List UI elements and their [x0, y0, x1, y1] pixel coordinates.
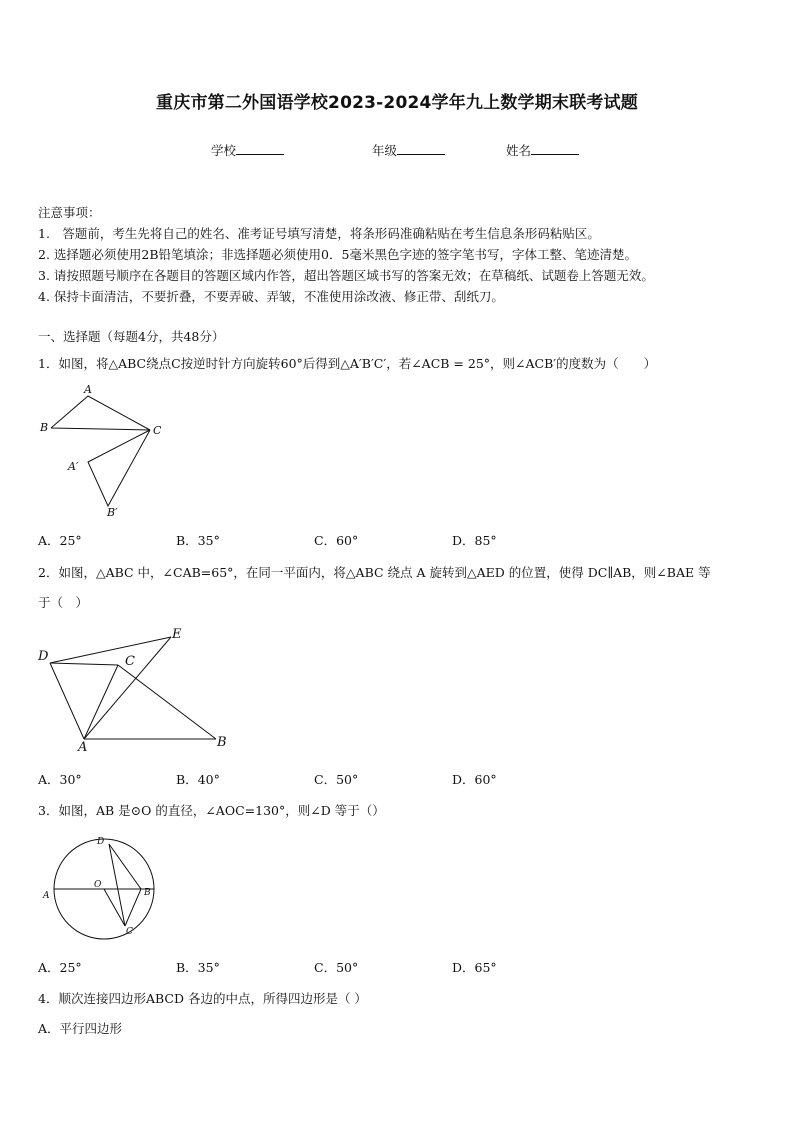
fig-label: E [172, 627, 182, 642]
fig-label: A [78, 740, 88, 754]
fig-label: A [84, 383, 92, 396]
triangle-a1b1c [88, 430, 150, 506]
triangle-abc [51, 396, 150, 430]
option-b: B．35° [176, 533, 220, 548]
option-d: D．60° [452, 772, 497, 787]
school-field [211, 141, 284, 159]
fig-label: A′ [68, 460, 79, 473]
option-b: B．35° [176, 960, 220, 975]
option-a: A．25° [38, 533, 82, 548]
fig-label: C [125, 654, 135, 669]
question-1-stem: 1．如图，将△ABC绕点C按逆时针方向旋转60°后得到△A′B′C′，若∠ACB = 25°，则∠ACB′的度数为（ ） [38, 356, 657, 371]
notes-heading: 注意事项： [38, 205, 101, 220]
option-a: A．平行四边形 [38, 1021, 123, 1036]
option-b: B．40° [176, 772, 220, 787]
fig-label: C [126, 927, 133, 937]
fig-label: O [94, 880, 102, 890]
school-blank [236, 142, 284, 155]
fig-label: D [38, 649, 49, 664]
fig-label: D [97, 837, 105, 847]
name-field [506, 141, 579, 159]
question-3-stem: 3．如图，AB 是⊙O 的直径，∠AOC=130°，则∠D 等于（） [38, 803, 385, 818]
option-c: C．50° [314, 960, 359, 975]
grade-field [372, 141, 445, 159]
name-label: 姓名 [506, 143, 532, 158]
grade-label: 年级 [372, 143, 398, 158]
section-heading: 一、选择题（每题4分，共48分） [38, 329, 225, 344]
note-item: 4. 保持卡面清洁，不要折叠，不要弄破、弄皱，不准使用涂改液、修正带、刮纸刀。 [38, 289, 504, 304]
option-c: C．50° [314, 772, 359, 787]
question-2-stem-line2: 于（ ） [38, 595, 89, 610]
fig-label: B [144, 888, 151, 898]
option-d: D．85° [452, 533, 497, 548]
fig-label: B [40, 421, 49, 434]
question-3-figure [36, 834, 156, 940]
fig-label: A [43, 891, 50, 901]
question-2-stem-line1: 2．如图，△ABC 中，∠CAB=65°，在同一平面内，将△ABC 绕点 A 旋转到△AED 的位置，使得 DC∥AB，则∠BAE 等 [38, 565, 711, 580]
school-label: 学校 [211, 143, 237, 158]
name-blank [531, 142, 579, 155]
fig-label: B′ [107, 506, 118, 519]
note-item: 3. 请按照题号顺序在各题目的答题区域内作答，超出答题区域书写的答案无效；在草稿纸、试题卷上答题无效。 [38, 268, 654, 283]
note-item: 2. 选择题必须使用2B铅笔填涂；非选择题必须使用0．5毫米黑色字迹的签字笔书写，字体工整、笔迹清楚。 [38, 247, 637, 262]
grade-blank [397, 142, 445, 155]
option-a: A．30° [38, 772, 82, 787]
question-1-figure [36, 378, 166, 520]
option-a: A．25° [38, 960, 82, 975]
question-4-stem: 4．顺次连接四边形ABCD 各边的中点，所得四边形是（ ） [38, 991, 367, 1006]
fig-label: C [153, 424, 162, 437]
page-title: 重庆市第二外国语学校2023-2024学年九上数学期末联考试题 [156, 93, 638, 113]
option-c: C．60° [314, 533, 359, 548]
question-2-figure [34, 624, 234, 754]
option-d: D．65° [452, 960, 497, 975]
note-item: 1. 答题前，考生先将自己的姓名、准考证号填写清楚，将条形码准确粘贴在考生信息条形码粘贴区。 [38, 226, 600, 241]
fig-label: B [217, 735, 227, 750]
